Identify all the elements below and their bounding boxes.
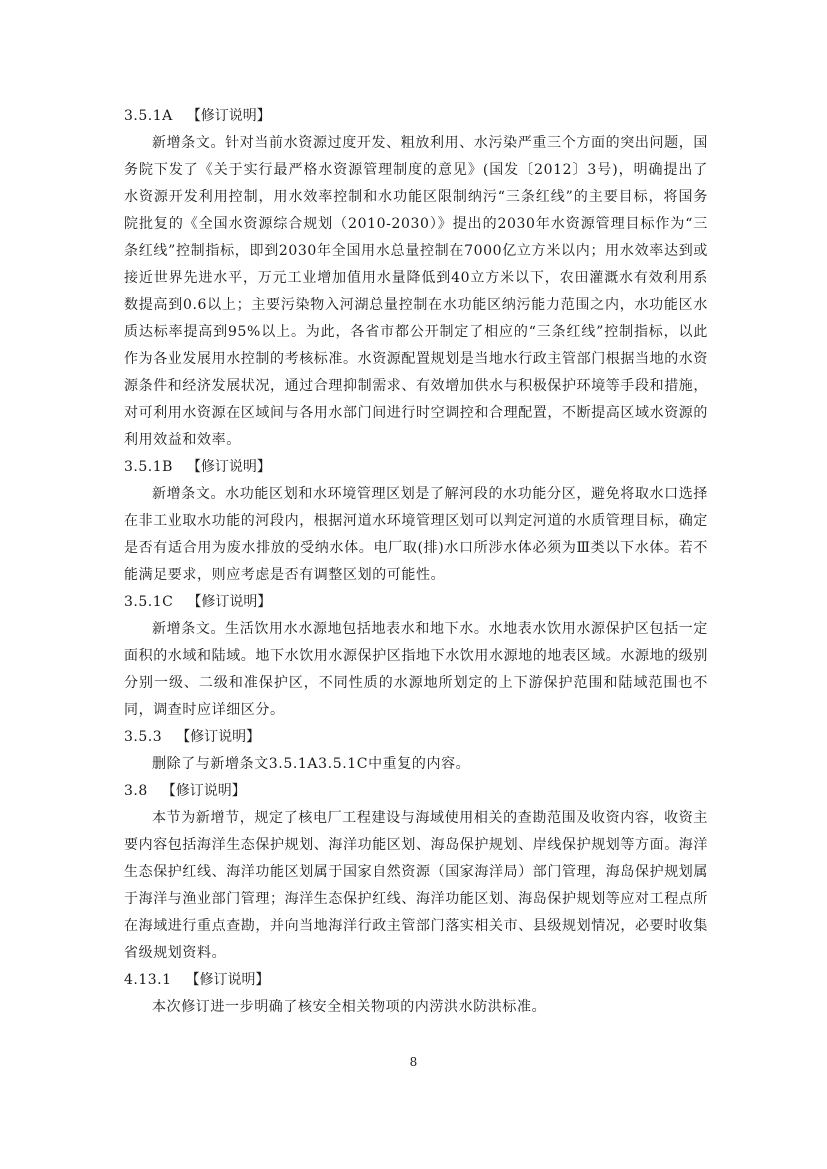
- page-number: 8: [409, 1055, 418, 1069]
- section-paragraph-3-5-1b: 新增条文。水功能区划和水环境管理区划是了解河段的水功能分区，避免将取水口选择在非工业取水功能的河段内，根据河道水环境管理区划可以判定河道的水质管理目标，确定是否有适合用为废水排放的受纳水体。电厂取(排)水口所涉水体必须为Ⅲ类以下水体。若不能满足要求，则应考虑是否有调整区划的可能性。: [124, 486, 708, 583]
- section-paragraph-3-5-1c: 新增条文。生活饮用水水源地包括地表水和地下水。水地表水饮用水源保护区包括一定面积的水域和陆域。地下水饮用水源保护区指地下水饮用水源地的地表区域。水源地的级别分别一级、二级和准保护区，不同性质的水源地所划定的上下游保护范围和陆域范围也不同，调查时应详细区分。: [124, 621, 708, 718]
- section-number: 3.5.3: [124, 729, 163, 745]
- revision-note-tag: 【修订说明】: [161, 783, 246, 799]
- section-heading-3-8: [124, 778, 708, 805]
- section-paragraph-4-13-1: 本次修订进一步明确了核安全相关物项的内涝洪水防洪标准。: [152, 999, 547, 1015]
- revision-note-tag: 【修订说明】: [187, 594, 272, 610]
- section-heading-4-13-1: [124, 967, 708, 994]
- revision-note-tag: 【修订说明】: [186, 108, 271, 124]
- section-paragraph-3-5-3: 删除了与新增条文3.5.1A3.5.1C中重复的内容。: [152, 756, 471, 772]
- section-paragraph-3-8: 本节为新增节，规定了核电厂工程建设与海域使用相关的查勘范围及收资内容，收资主要内容包括海洋生态保护规划、海洋功能区划、海岛保护规划、岸线保护规划等方面。海洋生态保护红线、海洋功能区划属于国家自然资源（国家海洋局）部门管理，海岛保护规划属于海洋与渔业部门管理；海洋生态保护红线、海洋功能区划、海岛保护规划等应对工程点所在海域进行重点查勘，并向当地海洋行政主管部门落实相关市、县级规划情况，必要时收集省级规划资料。: [124, 810, 708, 961]
- revision-note-tag: 【修订说明】: [186, 459, 271, 475]
- section-paragraph-3-5-1a: 新增条文。针对当前水资源过度开发、粗放利用、水污染严重三个方面的突出问题，国务院下发了《关于实行最严格水资源管理制度的意见》(国发〔2012〕3号)，明确提出了水资源开发利用控制，用水效率控制和水功能区限制纳污“三条红线”的主要目标，将国务院批复的《全国水资源综合规划（2010-2030）》提出的2030年水资源管理目标作为“三条红线”控制指标，即到2030年全国用水总量控制在7000亿立方米以内；用水效率达到或接近世界先进水平，万元工业增加值用水量降低到40立方米以下，农田灌溉水有效利用系数提高到0.6以上；主要污染物入河湖总量控制在水功能区纳污能力范围之内，水功能区水质达标率提高到95%以上。为此，各省市都公开制定了相应的“三条红线”控制指标，以此作为各业发展用水控制的考核标准。水资源配置规划是当地水行政主管部门根据当地的水资源条件和经济发展状况，通过合理抑制需求、有效增加供水与积极保护环境等手段和措施，对可利用水资源在区域间与各用水部门间进行时空调控和合理配置，不断提高区域水资源的利用效益和效率。: [124, 135, 708, 448]
- section-number: 3.5.1B: [124, 459, 173, 475]
- section-heading-3-5-3: [124, 724, 708, 751]
- section-number: 3.8: [124, 783, 148, 799]
- section-heading-3-5-1b: [124, 454, 708, 481]
- section-heading-3-5-1a: [124, 103, 708, 130]
- section-number: 4.13.1: [124, 972, 172, 988]
- document-body: [124, 103, 708, 1021]
- section-number: 3.5.1A: [124, 108, 173, 124]
- revision-note-tag: 【修订说明】: [176, 729, 261, 745]
- section-number: 3.5.1C: [124, 594, 174, 610]
- revision-note-tag: 【修订说明】: [185, 972, 270, 988]
- section-heading-3-5-1c: [124, 589, 708, 616]
